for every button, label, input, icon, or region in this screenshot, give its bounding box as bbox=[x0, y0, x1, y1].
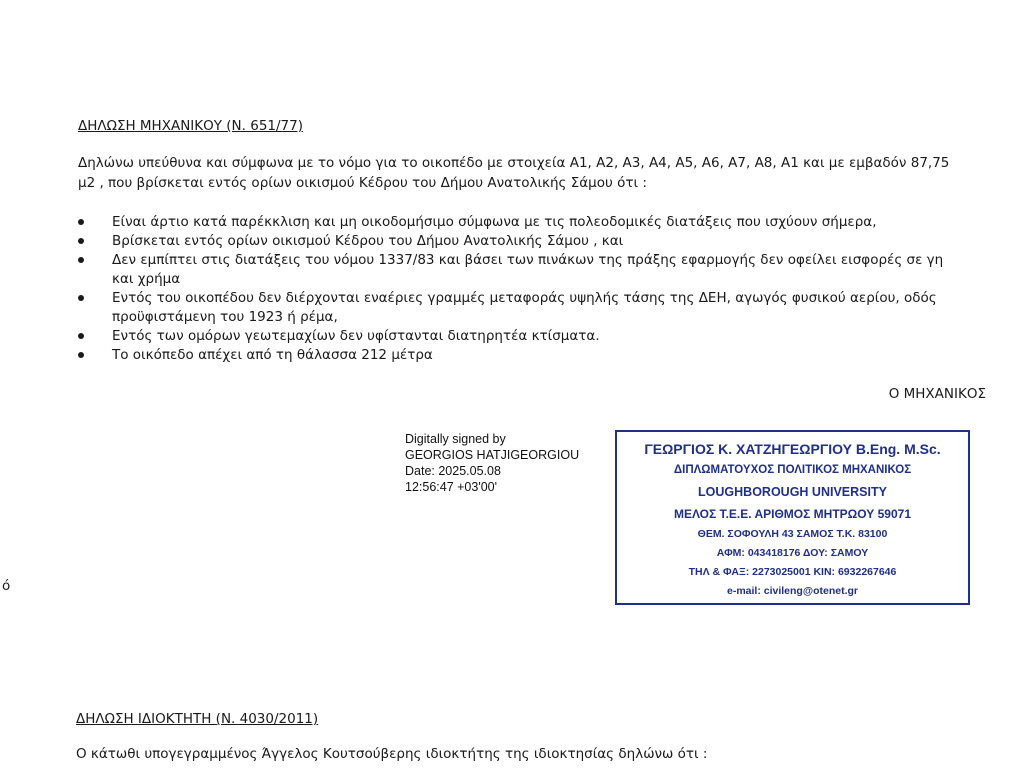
digital-signature-line: 12:56:47 +03'00' bbox=[405, 480, 498, 494]
engineer-declaration-intro bbox=[78, 153, 1008, 193]
list-item bbox=[78, 346, 998, 365]
bullet-text: Εντός του οικοπέδου δεν διέρχονται εναέριες γραμμές μεταφοράς υψηλής τάσης της ΔΕΗ, αγωγός φυσικού αερίου, οδός bbox=[112, 290, 937, 306]
list-item bbox=[78, 289, 998, 327]
stamp-address: ΘΕΜ. ΣΟΦΟΥΛΗ 43 ΣΑΜΟΣ Τ.Κ. 83100 bbox=[697, 528, 888, 540]
bullet-text: Το οικόπεδο απέχει από τη θάλασσα 212 μέτρα bbox=[112, 347, 433, 363]
owner-declaration-intro: Ο κάτωθι υπογεγραμμένος Άγγελος Κουτσούβερης ιδιοκτήτης της ιδιοκτησίας δηλώνω ότι : bbox=[76, 746, 708, 762]
bullet-icon bbox=[78, 238, 84, 244]
digital-signature-line: Digitally signed by bbox=[405, 432, 506, 446]
engineer-declaration-heading: ΔΗΛΩΣΗ ΜΗΧΑΝΙΚΟΥ (Ν. 651/77) bbox=[78, 118, 303, 134]
list-item bbox=[78, 232, 998, 251]
stamp-name: ΓΕΩΡΓΙΟΣ Κ. ΧΑΤΖΗΓΕΩΡΓΙΟΥ B.Eng. M.Sc. bbox=[644, 441, 941, 457]
digital-signature bbox=[405, 431, 579, 495]
list-item bbox=[78, 213, 998, 232]
list-item bbox=[78, 251, 998, 289]
list-item bbox=[78, 327, 998, 346]
stamp-member: ΜΕΛΟΣ Τ.Ε.Ε. ΑΡΙΘΜΟΣ ΜΗΤΡΩΟΥ 59071 bbox=[674, 507, 911, 521]
stamp-university: LOUGHBOROUGH UNIVERSITY bbox=[698, 485, 887, 499]
digital-signature-line: GEORGIOS HATJIGEORGIOU bbox=[405, 448, 580, 462]
stamp-tax: ΑΦΜ: 043418176 ΔΟΥ: ΣΑΜΟΥ bbox=[716, 547, 869, 559]
engineer-stamp bbox=[615, 430, 970, 605]
intro-line-1: Δηλώνω υπεύθυνα και σύμφωνα με το νόμο για το οικοπέδο με στοιχεία Α1, Α2, Α3, Α4, Α5, Α6, Α7, Α8, Α1 και με εμβαδόν 87,75 bbox=[78, 155, 950, 171]
engineer-declaration-bullets bbox=[78, 213, 998, 365]
bullet-text-continued: και χρήμα bbox=[112, 271, 181, 287]
bullet-text: Βρίσκεται εντός ορίων οικισμού Κέδρου του Δήμου Ανατολικής Σάμου , και bbox=[112, 233, 624, 249]
stamp-title: ΔΙΠΛΩΜΑΤΟΥΧΟΣ ΠΟΛΙΤΙΚΟΣ ΜΗΧΑΝΙΚΟΣ bbox=[673, 464, 912, 476]
intro-line-2: μ2 , που βρίσκεται εντός ορίων οικισμού Κέδρου του Δήμου Ανατολικής Σάμου ότι : bbox=[78, 175, 647, 191]
bullet-icon bbox=[78, 333, 84, 339]
digital-signature-line: Date: 2025.05.08 bbox=[405, 464, 501, 478]
stray-character: ό bbox=[2, 578, 11, 594]
owner-declaration-heading: ΔΗΛΩΣΗ ΙΔΙΟΚΤΗΤΗ (Ν. 4030/2011) bbox=[76, 711, 319, 727]
bullet-text-continued: προϋφιστάμενη του 1923 ή ρέμα, bbox=[112, 309, 338, 325]
bullet-icon bbox=[78, 257, 84, 263]
bullet-icon bbox=[78, 219, 84, 225]
bullet-icon bbox=[78, 352, 84, 358]
bullet-text: Εντός των ομόρων γεωτεμαχίων δεν υφίστανται διατηρητέα κτίσματα. bbox=[112, 328, 600, 344]
stamp-phones: ΤΗΛ & ΦΑΞ: 2273025001 ΚΙΝ: 6932267646 bbox=[688, 566, 897, 578]
bullet-icon bbox=[78, 295, 84, 301]
bullet-text: Είναι άρτιο κατά παρέκκλιση και μη οικοδομήσιμο σύμφωνα με τις πολεοδομικές διατάξεις που ισχύουν σήμερα, bbox=[112, 214, 877, 230]
engineer-signatory: Ο ΜΗΧΑΝΙΚΟΣ bbox=[888, 386, 986, 402]
stamp-email: e-mail: civileng@otenet.gr bbox=[726, 585, 858, 597]
bullet-text: Δεν εμπίπτει στις διατάξεις του νόμου 1337/83 και βάσει των πινάκων της πράξης εφαρμογής δεν οφείλει εισφορές σε γη bbox=[112, 252, 944, 268]
